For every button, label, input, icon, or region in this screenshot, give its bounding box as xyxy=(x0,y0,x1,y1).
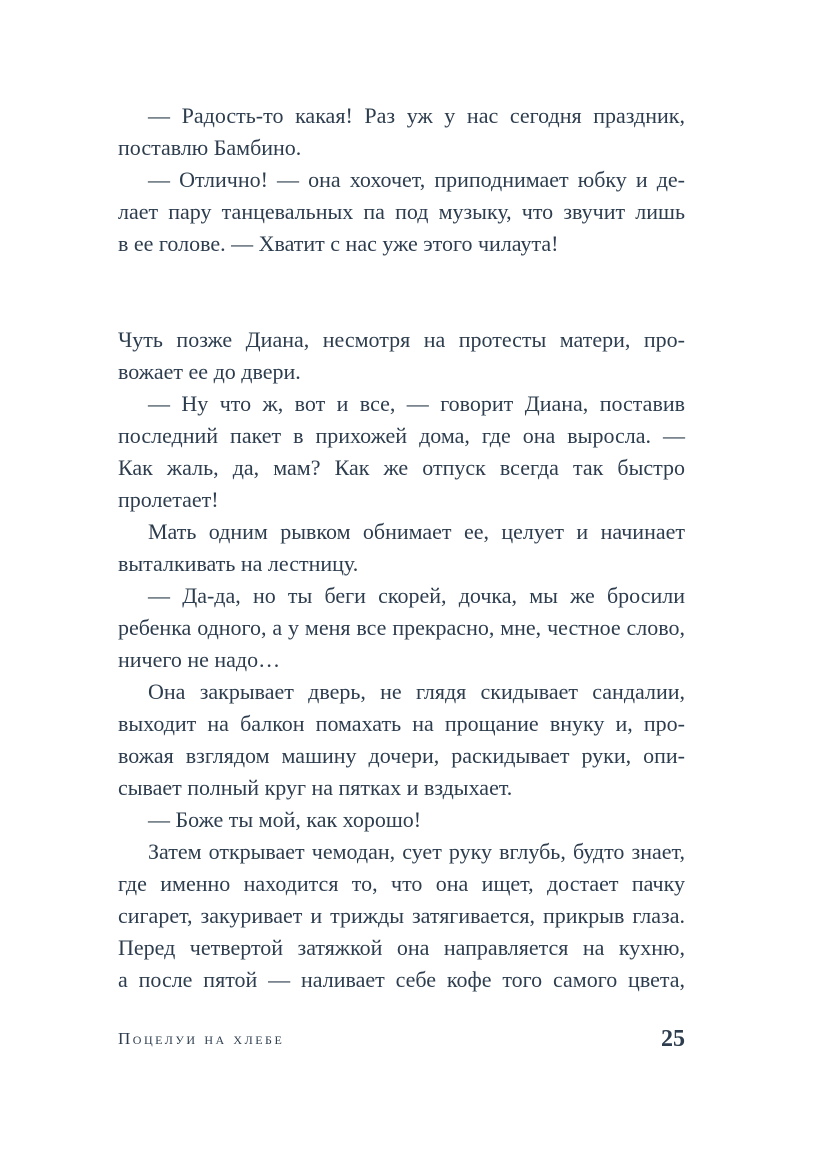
text-line: выталкивать на лестницу. xyxy=(118,551,359,576)
text-line: последний пакет в прихожей дома, где она выросла. — xyxy=(118,423,685,448)
page-number: 25 xyxy=(661,1026,685,1052)
text-line: лает пару танцевальных па под музыку, что звучит лишь xyxy=(118,199,685,224)
text-line: Мать одним рывком обнимает ее, целует и начинает xyxy=(148,519,685,544)
text-line: ничего не надо… xyxy=(118,647,281,672)
text-line: а после пятой — наливает себе кофе того самого цвета, xyxy=(118,967,685,992)
text-line: — Да-да, но ты беги скорей, дочка, мы же бросили xyxy=(148,583,685,608)
running-footer-title: Поцелуи на хлебе xyxy=(118,1029,285,1048)
text-line: сывает полный круг на пятках и вздыхает. xyxy=(118,775,513,800)
text-line: в ее голове. — Хватит с нас уже этого чилаута! xyxy=(118,231,559,256)
text-line: — Боже ты мой, как хорошо! xyxy=(148,807,422,832)
text-line: — Отлично! — она хохочет, приподнимает юбку и де- xyxy=(148,167,685,192)
text-line: ребенка одного, а у меня все прекрасно, мне, честное слово, xyxy=(118,615,685,640)
text-line: выходит на балкон помахать на прощание внуку и, про- xyxy=(118,711,685,736)
text-line: поставлю Бамбино. xyxy=(118,135,302,160)
text-line: — Ну что ж, вот и все, — говорит Диана, поставив xyxy=(148,391,685,416)
text-line: пролетает! xyxy=(118,487,219,512)
text-line: Как жаль, да, мам? Как же отпуск всегда так быстро xyxy=(118,455,685,480)
text-line: Затем открывает чемодан, сует руку вглубь, будто знает, xyxy=(148,839,685,864)
text-line: вожая взглядом машину дочери, раскидывает руки, опи- xyxy=(118,743,685,768)
text-line: сигарет, закуривает и трижды затягивается, прикрыв глаза. xyxy=(118,903,685,928)
text-line: вожает ее до двери. xyxy=(118,359,301,384)
text-line: — Радость-то какая! Раз уж у нас сегодня праздник, xyxy=(148,103,685,128)
text-line: Перед четвертой затяжкой она направляется на кухню, xyxy=(118,935,685,960)
text-line: Чуть позже Диана, несмотря на протесты матери, про- xyxy=(118,327,685,352)
text-line: Она закрывает дверь, не глядя скидывает сандалии, xyxy=(148,679,685,704)
text-line: где именно находится то, что она ищет, достает пачку xyxy=(118,871,685,896)
